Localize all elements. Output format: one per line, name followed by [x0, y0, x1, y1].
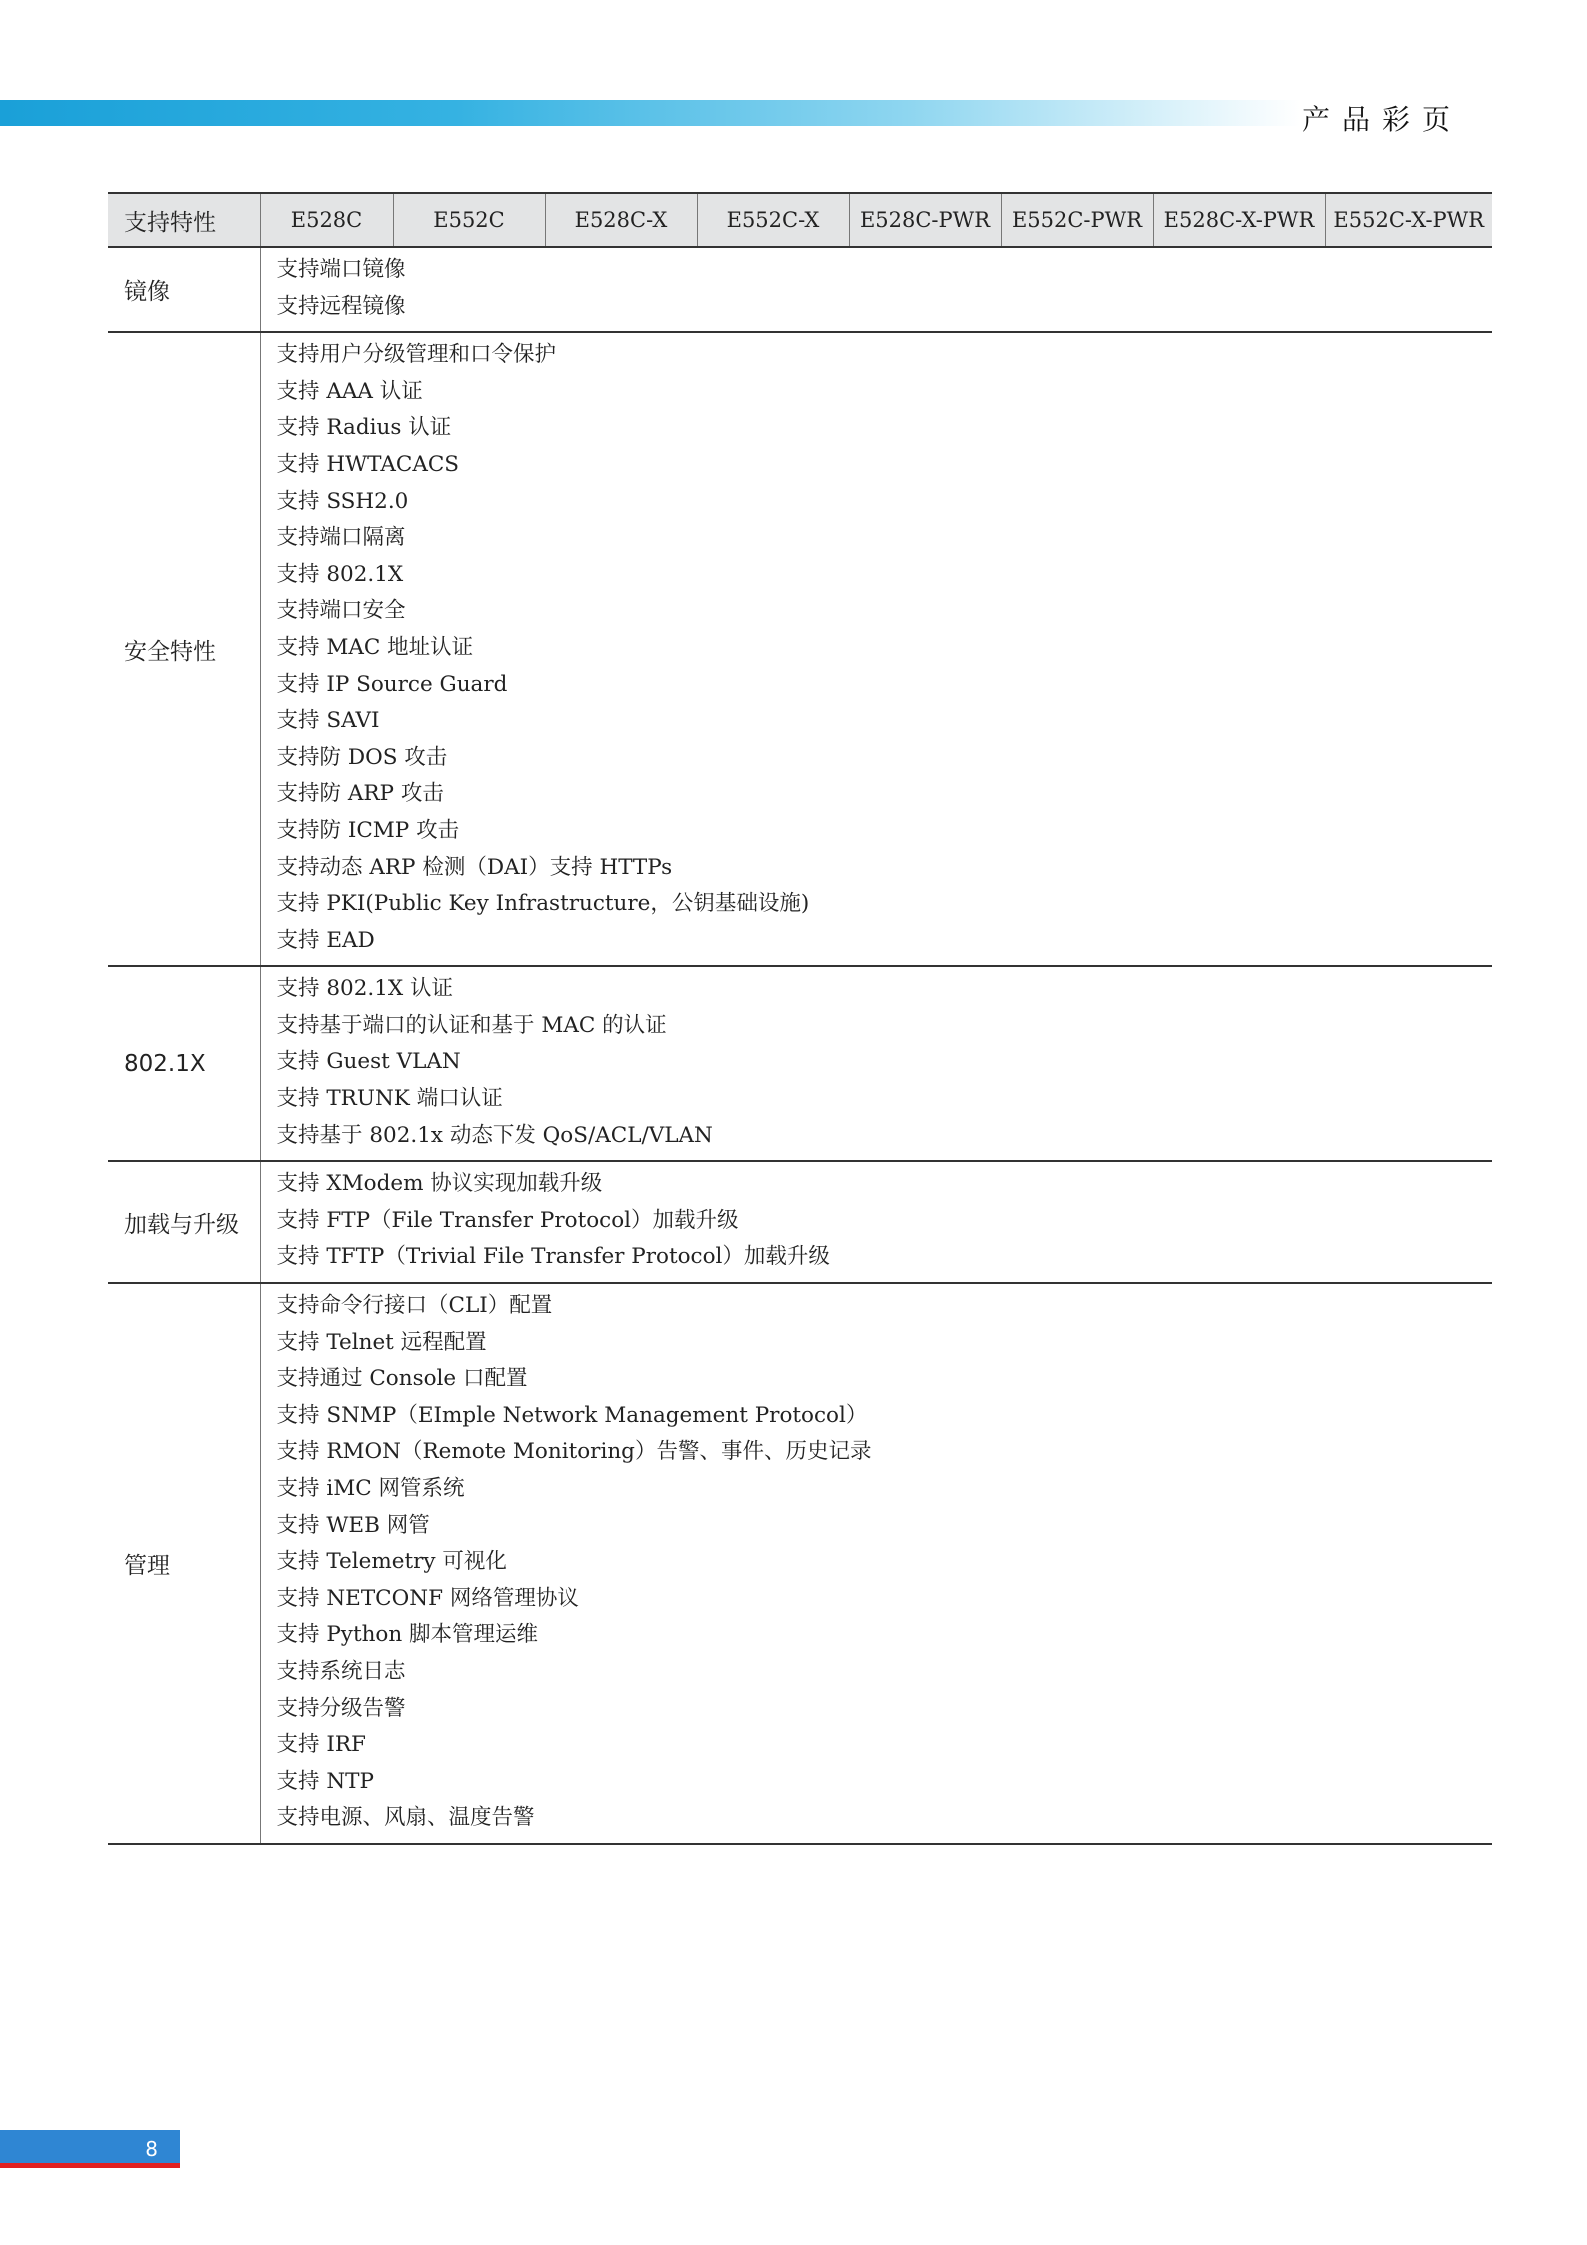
category-cell: 镜像	[108, 247, 260, 332]
feature-item: 支持防 ICMP 攻击	[276, 817, 460, 843]
column-header-model: E552C-X-PWR	[1325, 193, 1492, 247]
feature-list-cell	[260, 1283, 1492, 1844]
feature-item: 支持 NETCONF 网络管理协议	[276, 1585, 579, 1611]
feature-item: 支持 XModem 协议实现加载升级	[276, 1171, 603, 1197]
feature-item: 支持 EAD	[276, 927, 375, 953]
feature-item: 支持 Telnet 远程配置	[276, 1329, 487, 1355]
header-accent-bar	[0, 100, 1300, 126]
feature-item: 支持 FTP（File Transfer Protocol）加载升级	[276, 1207, 739, 1233]
feature-item: 支持防 DOS 攻击	[276, 744, 448, 770]
category-cell: 802.1X	[108, 966, 260, 1161]
feature-item: 支持远程镜像	[276, 293, 406, 319]
feature-item: 支持端口镜像	[276, 257, 406, 282]
feature-item: 支持 NTP	[276, 1768, 374, 1794]
feature-list-cell	[260, 247, 1492, 332]
column-header-model: E552C-X	[697, 193, 849, 247]
table-row	[108, 966, 1492, 1161]
feature-item: 支持 802.1X	[276, 561, 404, 587]
feature-item: 支持 HWTACACS	[276, 451, 460, 477]
table-row	[108, 247, 1492, 332]
feature-list-cell	[260, 966, 1492, 1161]
feature-item: 支持电源、风扇、温度告警	[276, 1805, 535, 1831]
feature-item: 支持 PKI(Public Key Infrastructure，公钥基础设施)	[276, 891, 810, 917]
spec-table	[108, 192, 1492, 1845]
table-row	[108, 1161, 1492, 1283]
category-cell: 加载与升级	[108, 1161, 260, 1283]
feature-item: 支持 WEB 网管	[276, 1512, 430, 1538]
feature-item: 支持 Radius 认证	[276, 415, 452, 441]
feature-item: 支持 SNMP（EImple Network Management Protocol）	[276, 1402, 868, 1428]
feature-item: 支持 SSH2.0	[276, 488, 409, 514]
column-header-model: E528C-X-PWR	[1153, 193, 1325, 247]
feature-list-cell	[260, 332, 1492, 966]
feature-item: 支持 TFTP（Trivial File Transfer Protocol）加载升级	[276, 1244, 830, 1270]
feature-item: 支持 MAC 地址认证	[276, 634, 474, 660]
category-cell: 管理	[108, 1283, 260, 1844]
feature-item: 支持 iMC 网管系统	[276, 1476, 465, 1501]
column-header-feature: 支持特性	[108, 193, 260, 247]
column-header-model: E552C-PWR	[1001, 193, 1153, 247]
feature-item: 支持 IRF	[276, 1732, 366, 1758]
feature-item: 支持防 ARP 攻击	[276, 781, 444, 807]
feature-item: 支持 Guest VLAN	[276, 1049, 461, 1075]
feature-item: 支持 TRUNK 端口认证	[276, 1086, 503, 1112]
column-header-model: E528C-X	[545, 193, 697, 247]
column-header-model: E528C-PWR	[849, 193, 1001, 247]
table-row	[108, 1283, 1492, 1844]
feature-item: 支持 SAVI	[276, 708, 380, 734]
table-header-row	[108, 193, 1492, 247]
feature-item: 支持通过 Console 口配置	[276, 1366, 528, 1392]
column-header-model: E552C	[393, 193, 545, 247]
feature-list-cell	[260, 1161, 1492, 1283]
category-cell: 安全特性	[108, 332, 260, 966]
feature-item: 支持分级告警	[276, 1695, 406, 1721]
page-header-title: 产品彩页	[1301, 103, 1462, 136]
feature-item: 支持端口隔离	[276, 525, 406, 551]
feature-item: 支持 802.1X 认证	[276, 976, 454, 1002]
page-number: 8	[0, 2130, 180, 2168]
table-row	[108, 332, 1492, 966]
feature-item: 支持 Python 脚本管理运维	[276, 1622, 539, 1648]
feature-item: 支持端口安全	[276, 598, 406, 624]
feature-item: 支持用户分级管理和口令保护	[276, 342, 557, 368]
feature-item: 支持动态 ARP 检测（DAI）支持 HTTPs	[276, 854, 673, 880]
feature-item: 支持基于端口的认证和基于 MAC 的认证	[276, 1012, 667, 1038]
feature-item: 支持系统日志	[276, 1658, 406, 1684]
feature-item: 支持 RMON（Remote Monitoring）告警、事件、历史记录	[276, 1439, 872, 1465]
feature-item: 支持 IP Source Guard	[276, 671, 508, 697]
feature-item: 支持 Telemetry 可视化	[276, 1549, 507, 1575]
column-header-model: E528C	[260, 193, 393, 247]
feature-item: 支持 AAA 认证	[276, 378, 423, 404]
feature-item: 支持基于 802.1x 动态下发 QoS/ACL/VLAN	[276, 1122, 713, 1148]
feature-item: 支持命令行接口（CLI）配置	[276, 1293, 553, 1319]
